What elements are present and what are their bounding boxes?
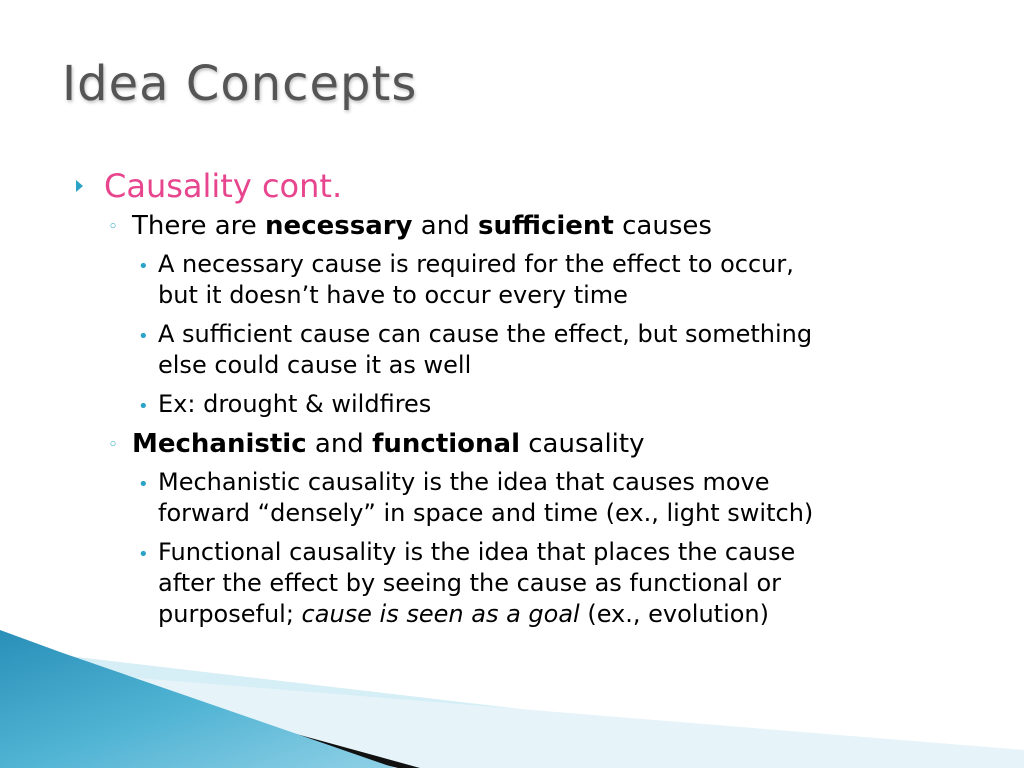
point1-term-necessary: necessary [265,211,413,241]
subbullet-line: but it doesn’t have to occur every time [158,281,628,309]
dot-bullet-icon: • [138,326,149,347]
ring-bullet-icon: ◦ [108,435,119,455]
point1-text-b: and [412,211,478,241]
triangle-right-icon [76,180,83,192]
point1-text-a: There are [132,211,266,241]
decorative-swoosh [0,630,1024,768]
bullet-causality-cont [74,166,974,206]
subbullet-line: Functional causality is the idea that places the cause [158,538,796,566]
last-line-text-b: (ex., evolution) [579,600,769,628]
dot-bullet-icon: • [138,544,149,565]
subbullet-necessary-cause [74,249,974,311]
heading-text: Causality cont. [104,167,343,205]
point2-text-b: causality [520,429,645,459]
bullet-mechanistic-functional [74,428,974,461]
point2-text-a: and [306,429,373,459]
subbullet-line: forward “densely” in space and time (ex., light switch) [158,499,814,527]
subbullet-mechanistic-causality [74,467,974,529]
slide-body [74,166,974,638]
bullet-necessary-sufficient [74,210,974,243]
subbullet-sufficient-cause [74,319,974,381]
subbullet-line: else could cause it as well [158,351,472,379]
last-line-text-a: purposeful; [158,600,302,628]
subbullet-line: after the effect by seeing the cause as functional or [158,569,782,597]
subbullet-example [74,389,974,420]
subbullet-line: A sufficient cause can cause the effect, but something [158,320,813,348]
subbullet-line: Ex: drought & wildfires [158,390,432,418]
slide-title: Idea Concepts [62,56,418,112]
subbullet-line: A necessary cause is required for the effect to occur, [158,250,794,278]
subbullet-functional-causality [74,537,974,630]
dot-bullet-icon: • [138,396,149,417]
last-line-italic: cause is seen as a goal [301,600,580,628]
point1-text-c: causes [613,211,712,241]
point2-term-functional: functional [372,429,520,459]
dot-bullet-icon: • [138,256,149,277]
point2-term-mechanistic: Mechanistic [132,429,307,459]
subbullet-line [158,599,974,630]
dot-bullet-icon: • [138,474,149,495]
point1-term-sufficient: sufficient [477,211,614,241]
subbullet-line: Mechanistic causality is the idea that causes move [158,468,770,496]
ring-bullet-icon: ◦ [108,217,119,237]
